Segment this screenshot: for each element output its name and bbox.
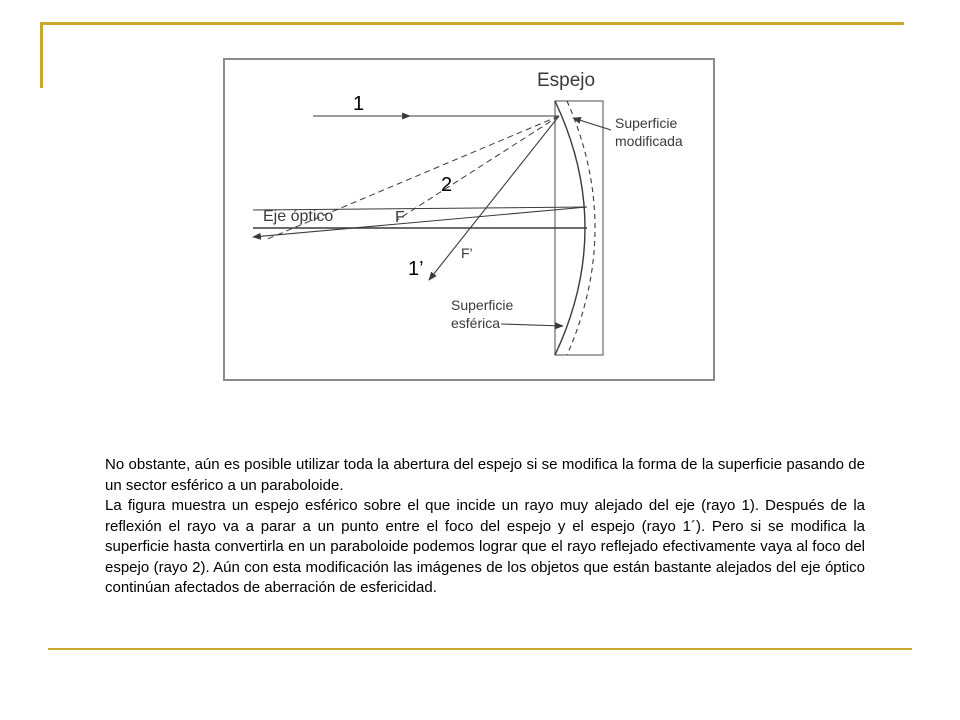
ray-label-1: 1 bbox=[353, 93, 365, 115]
pointer-modified bbox=[573, 118, 611, 130]
left-rule bbox=[40, 22, 43, 88]
pointer-spherical bbox=[501, 324, 563, 326]
ray-dashed-reflected-b bbox=[397, 116, 559, 220]
mirror-figure bbox=[223, 58, 715, 381]
bottom-rule bbox=[48, 648, 912, 650]
label-modified-line-2: modificada bbox=[615, 133, 683, 149]
label-spherical-line-2: esférica bbox=[451, 315, 501, 331]
explanation-paragraph-1: No obstante, aún es posible utilizar toda la abertura del espejo si se modifica la forma de la superficie pasando de un sector esférico a un paraboloide. bbox=[105, 456, 865, 494]
label-focus-prime: F’ bbox=[461, 245, 473, 261]
explanation-text bbox=[105, 455, 865, 599]
explanation-paragraph-2: La figura muestra un espejo esférico sobre el que incide un rayo muy alejado del eje (rayo 1). Después de la reflexión el rayo va a parar a un punto entre el foco del espejo y el espejo (rayo 1´). Pero si se modifica la superficie hasta convertirla en un paraboloide podemos lograr que el rayo reflejado efectivamente vaya al foco del espejo (rayo 2). Aún con esta modificación las imágenes de los objetos que están bastante alejados del eje óptico continúan afectados de aberración de esfericidad. bbox=[105, 497, 865, 596]
top-rule bbox=[40, 22, 904, 25]
label-spherical-line-1: Superficie bbox=[451, 297, 514, 313]
ray-1-prime-reflected bbox=[429, 116, 559, 280]
ray-label-2: 2 bbox=[441, 174, 453, 196]
ray-label-1-prime: 1’ bbox=[408, 258, 424, 280]
label-espejo: Espejo bbox=[537, 70, 596, 91]
label-modified-line-1: Superficie bbox=[615, 115, 678, 131]
mirror-diagram bbox=[225, 60, 713, 379]
label-eje-optico: Eje óptico bbox=[263, 208, 334, 225]
label-focus: F bbox=[395, 209, 405, 226]
